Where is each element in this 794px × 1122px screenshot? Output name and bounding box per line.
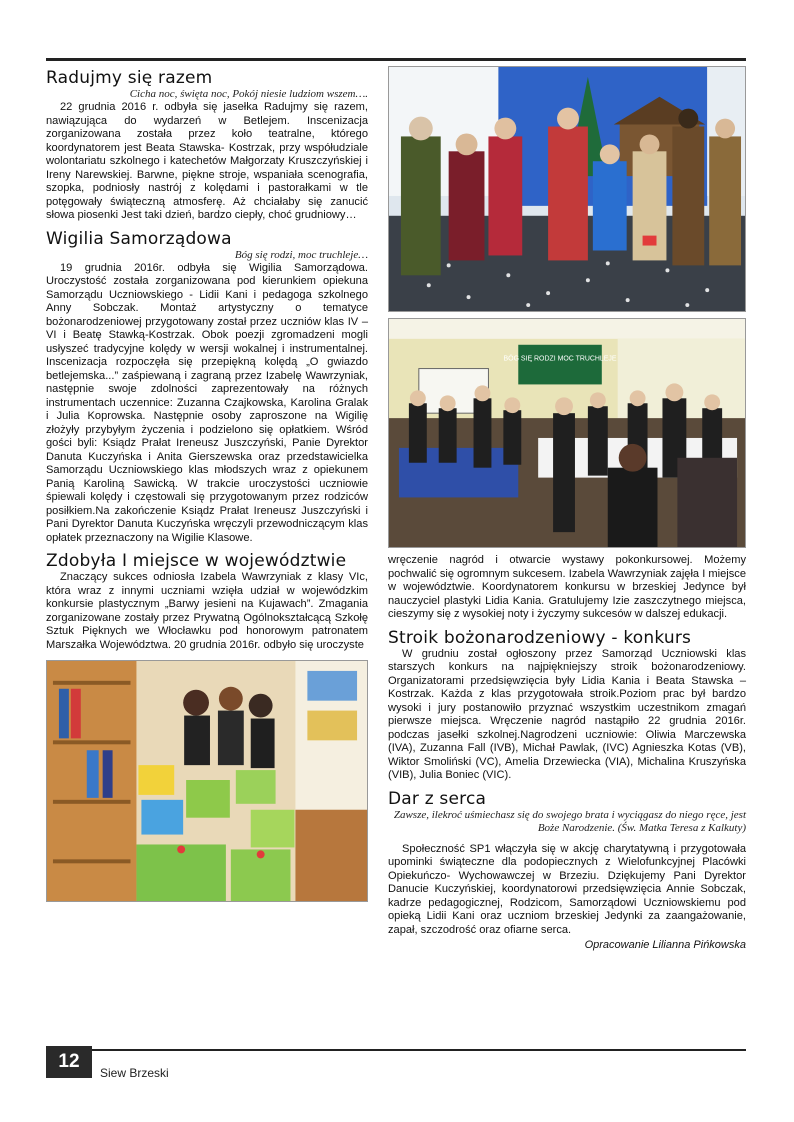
photo-nativity	[388, 66, 746, 312]
article-title-stroik: Stroik bożonarodzeniowy - konkurs	[388, 627, 692, 648]
bottom-rule	[92, 1049, 746, 1051]
photo-banner-text: BÓG SIĘ RODZI MOC TRUCHLEJE	[503, 355, 617, 363]
photo-wigilia	[388, 318, 746, 548]
magazine-name: Siew Brzeski	[100, 1066, 169, 1080]
photo-gifts	[46, 660, 368, 902]
epigraph-radujmy: Cicha noc, święta noc, Pokój niesie ludziom wszem….	[129, 88, 368, 100]
author-signature: Opracowanie Lilianna Pińkowska	[584, 939, 746, 951]
article-body-radujmy: 22 grudnia 2016 r. odbyła się jasełka Radujmy się razem, nawiązująca do wydarzeń w Betlejem. Inscenizacja zorganizowana została przez koło teatralne, którego koordynatorem jest Beata Stawska- Kostrzak, przy współudziale wolontariatu szkolnego i katechetów Małgorzaty Kruszczyńskiej i Ireny Narewskiej. Barwne, piękne stroje, wspaniała scenografia, szopka, podniosły nastrój z kolędami i pastorałkami w tle potęgowały świąteczną atmosferę. Aż chciałaby się zanucić słowa piosenki Jest taki dzień, bardzo ciepły, choć grudniowy…	[46, 101, 368, 221]
article-body-zdobyla: Znaczący sukces odniosła Izabela Wawrzyniak z klasy VIc, która wraz z innymi uczniami wzięła udział w wojewódzkim konkursie plastycznym „Barwy jesieni na Kujawach”. Zmagania zorganizowane zostały przez Prywatną Ogólnokształcącą Szkołę Sztuk Pięknych we Włocławku pod honorowym patronatem Marszałka Województwa. 20 grudnia 2016r. odbyło się uroczyste	[46, 571, 368, 651]
epigraph-wigilia: Bóg się rodzi, moc truchleje…	[234, 248, 368, 261]
epigraph-dar: Zawsze, ilekroć uśmiechasz się do swojego brata i wyciągasz do niego ręce, jest Boże Narodzenie. (Św. Matka Teresa z Kalkuty)	[393, 808, 746, 834]
article-title-radujmy: Radujmy się razem	[46, 68, 213, 88]
left-column	[46, 66, 368, 902]
article-title-dar: Dar z serca	[388, 788, 487, 809]
page-number: 12	[46, 1046, 92, 1078]
article-title-zdobyla: Zdobyła I miejsce w województwie	[46, 551, 347, 571]
article-body-zdobyla-cont: wręczenie nagród i otwarcie wystawy pokonkursowej. Możemy pochwalić się ogromnym sukcesem. Izabela Wawrzyniak zajęła I miejsce w województwie. Koordynatorem konkursu w brzeskiej Jedynce był nauczyciel plastyki Lidia Kania. Gratulujemy Izie zaszczytnego miejsca, cieszymy się z wysokiej noty i życzymy sukcesów w dalszej edukacji.	[388, 554, 746, 620]
article-body-stroik: W grudniu został ogłoszony przez Samorząd Uczniowski klas starszych konkurs na najpiękniejszy stroik bożonarodzeniowy. Organizatorami przedsięwzięcia były Lidia Kania i Beata Stawska – Kostrzak. Każda z klas przygotowała stroik.Poziom prac był bardzo wysoki i jury postanowiło przyznać wszystkim uczestnikom zmagań pierwsze miejsca. Wręczenie nagród nastąpiło 22 grudnia 2016r. podczas jasełki szkolnej.Nagrodzeni uczniowie: Oliwia Marczewska (IVA), Zuzanna Fall (IVB), Michał Pawlak, (IVC) Agnieszka Kotas (VB), Wiktor Smoliński (VC), Amelia Drzewiecka (VIA), Michalina Kruszyńska (VIB), Julia Boniec (VIC).	[388, 647, 746, 781]
article-body-wigilia: 19 grudnia 2016r. odbyła się Wigilia Samorządowa. Uroczystość została zorganizowana pod kierunkiem opiekuna Samorządu Uczniowskiego - Lidii Kani i pedagoga szkolnego Anny Sobczak. Montaż artystyczny o tematyce bożonarodzeniowej przygotowany został przez uczniów klas IV – VI i Beatę Stawką-Kostrzak. Obok poezji zgromadzeni mogli usłyszeć tradycyjne kolędy w wersji wokalnej i instrumentalnej. Inscenizacja rozpoczęła się przepiękną kolędą „O gwiazdo betlejemska...” zaśpiewaną i zagraną przez Izabelę Wawrzyniak, następnie swoje zdolności zaprezentowały na różnych instrumentach uczennice: Zuzanna Czajkowska, Karolina Gralak i Julia Koprowska. Następnie osoby zaproszone na Wigilię złożyły przybyłym życzenia i podzielono się opłatkiem. Wśród gości byli: Ksiądz Prałat Ireneusz Juszczyński, Panie Dyrektor Danuta Kuczyńska i Anita Gierszewska oraz przedstawicielka Samorządu Uczniowskiego klas młodszych wraz z opiekunem Panią Karoliną Sawicką. W trakcie uroczystości uczniowie śpiewali kolędy i częstowali się przygotowanym przez rodziców posiłkiem.Na zakończenie Ksiądz Prałat Ireneusz Juszczyński i Pani Dyrektor Danuta Kuczyńska wręczyli przewodniczącym klas opłatek przeznaczony na Wigilie Klasowe.	[46, 261, 368, 544]
top-rule	[46, 58, 746, 61]
right-column	[388, 66, 746, 951]
article-body-dar: Społeczność SP1 włączyła się w akcję charytatywną i przygotowała upominki świąteczne dla podopiecznych z Wielofunkcyjnej Placówki Opiekuńczo- Wychowawczej w Brzeziu. Dziękujemy Pani Dyrektor Danucie Kuczyńskiej, koordynatorowi przedsięwzięcia Annie Sobczak, kadrze pedagogicznej, Rodzicom, Samorządowi Uczniowskiemu pod opieką Lidii Kani oraz uczniom brzeskiej Jedynki za zaangażowanie, zapał, szczodrość oraz ofiarne serca.	[388, 842, 746, 936]
article-title-wigilia: Wigilia Samorządowa	[46, 228, 232, 249]
